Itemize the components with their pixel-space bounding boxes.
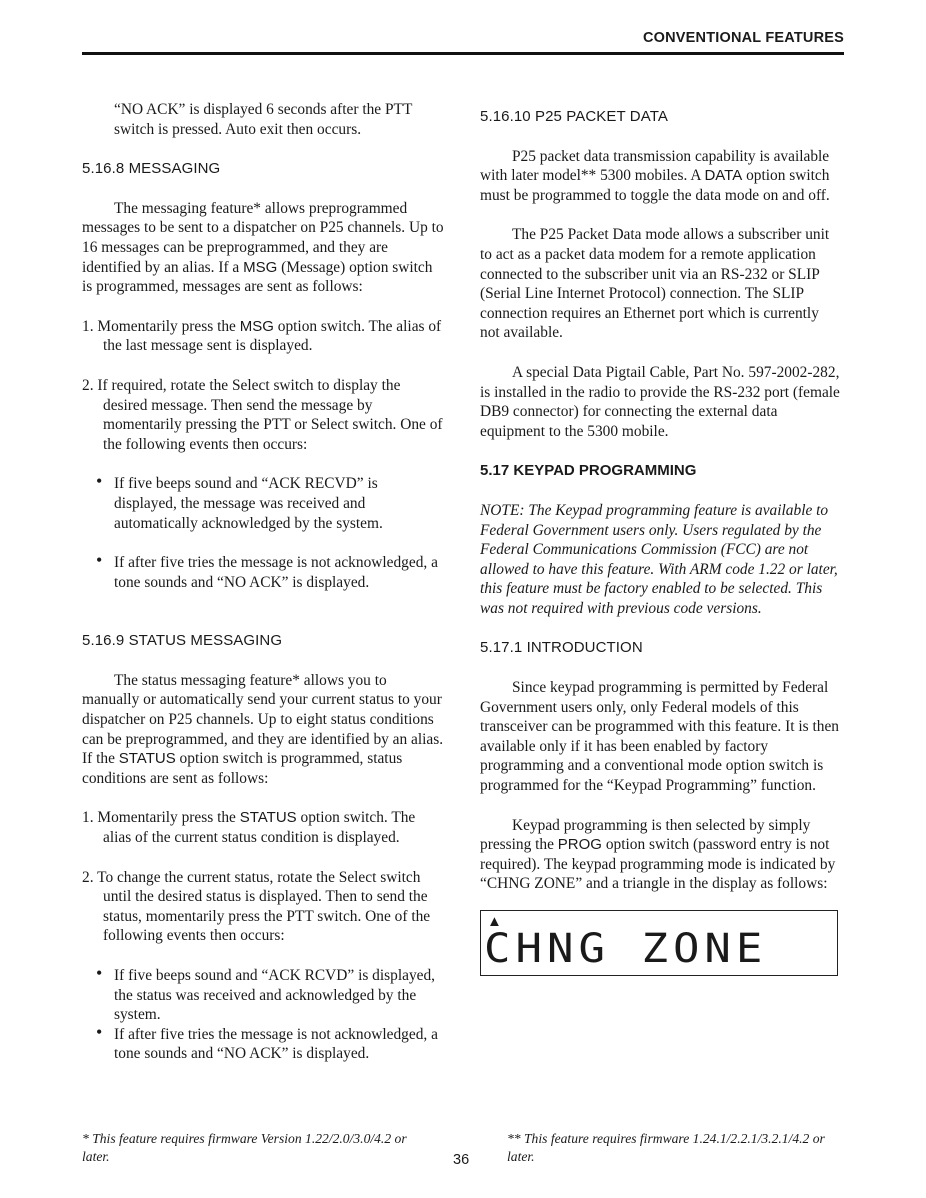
step-2-messaging: 2. If required, rotate the Select switch to display the desired message. Then send the message by momentarily pressing the PTT or Select switch. One of the following events then occurs:: [82, 376, 443, 453]
step-1-status: 1. Momentarily press the STATUS option switch. The alias of the current status condition is displayed.: [82, 809, 416, 847]
paragraph-packet-mode: The P25 Packet Data mode allows a subscriber unit to act as a packet data modem for a remote application connected to the subscriber unit via an RS-232 or SLIP (Serial Line Internet Protocol) connection. The SLIP connection requires an Ethernet port which is currently not available.: [480, 226, 830, 342]
bullet-no-ack-1: • If after five tries the message is not acknowledged, a tone sounds and “NO ACK” is displayed.: [82, 553, 444, 592]
step-2-status: 2. To change the current status, rotate the Select switch until the desired status is displayed. Then to send the status, momentarily press the PTT switch. One of the following events then occurs:: [82, 868, 431, 945]
triangle-icon: ▲: [487, 914, 502, 930]
footnote-right: ** This feature requires firmware 1.24.1/2.2.1/3.2.1/4.2 or later.: [507, 1131, 825, 1164]
page-header: [82, 28, 844, 55]
lcd-display-text: CHNG ZONE: [484, 925, 768, 973]
step-1-messaging: 1. Momentarily press the MSG option switch. The alias of the last message sent is displayed.: [82, 317, 442, 355]
heading-status-messaging: 5.16.9 STATUS MESSAGING: [82, 632, 283, 650]
right-column: [480, 100, 842, 976]
paragraph-introduction: Since keypad programming is permitted by Federal Government users only, only Federal models of this transceiver can be programmed with this feature. It is then available only if it has been enabled by factory programming and a conventional mode option switch is programmed for the “Keypad Programming” function.: [480, 679, 839, 795]
page-number: 36: [453, 1152, 470, 1168]
left-column: [82, 100, 444, 1064]
note-keypad-programming: NOTE: The Keypad programming feature is available to Federal Government users only. Users regulated by the Federal Communications Commission (FCC) are not allowed to have this feature. With ARM code 1.22 or later, this feature must be factory enabled to be selected. This was not required with previous code versions.: [480, 501, 838, 617]
bullet-no-ack-2: • If after five tries the message is not acknowledged, a tone sounds and “NO ACK” is displayed.: [82, 1025, 444, 1064]
paragraph-no-ack: “NO ACK” is displayed 6 seconds after the PTT switch is pressed. Auto exit then occurs.: [114, 101, 413, 138]
paragraph-status-messaging: The status messaging feature* allows you to manually or automatically send your current status to your dispatcher on P25 channels. Up to eight status conditions can be preprogrammed, and they are identified by an alias. If the STATUS option switch is programmed, status conditions are sent as follows:: [82, 671, 444, 787]
bullet-ack-recvd: • If five beeps sound and “ACK RECVD” is displayed, the message was received and automatically acknowledged by the system.: [82, 474, 444, 533]
heading-messaging: 5.16.8 MESSAGING: [82, 160, 221, 178]
heading-keypad-programming: 5.17 KEYPAD PROGRAMMING: [480, 462, 697, 480]
footnote-left: * This feature requires firmware Version 1.22/2.0/3.0/4.2 or later.: [82, 1131, 407, 1164]
heading-introduction: 5.17.1 INTRODUCTION: [480, 639, 643, 657]
paragraph-prog-switch: Keypad programming is then selected by simply pressing the PROG option switch (password entry is not required). The keypad programming mode is indicated by “CHNG ZONE” and a triangle in the display as follows:: [480, 816, 836, 893]
paragraph-messaging: The messaging feature* allows preprogrammed messages to be sent to a dispatcher on P25 channels. Up to 16 messages can be preprogrammed, and they are identified by an alias. If a MSG (Message) option switch is programmed, messages are sent as follows:: [82, 199, 444, 296]
bullet-ack-rcvd: • If five beeps sound and “ACK RCVD” is displayed, the status was received and acknowledged by the system.: [82, 966, 444, 1025]
paragraph-pigtail-cable: A special Data Pigtail Cable, Part No. 597-2002-282, is installed in the radio to provide the RS-232 port (female DB9 connector) for connecting the external data equipment to the 5300 mobile.: [480, 363, 840, 440]
paragraph-packet-data: P25 packet data transmission capability is available with later model** 5300 mobiles. A DATA option switch must be programmed to toggle the data mode on and off.: [480, 147, 830, 204]
heading-packet-data: 5.16.10 P25 PACKET DATA: [480, 108, 668, 125]
header-title: CONVENTIONAL FEATURES: [642, 30, 844, 46]
lcd-display: [480, 910, 838, 976]
